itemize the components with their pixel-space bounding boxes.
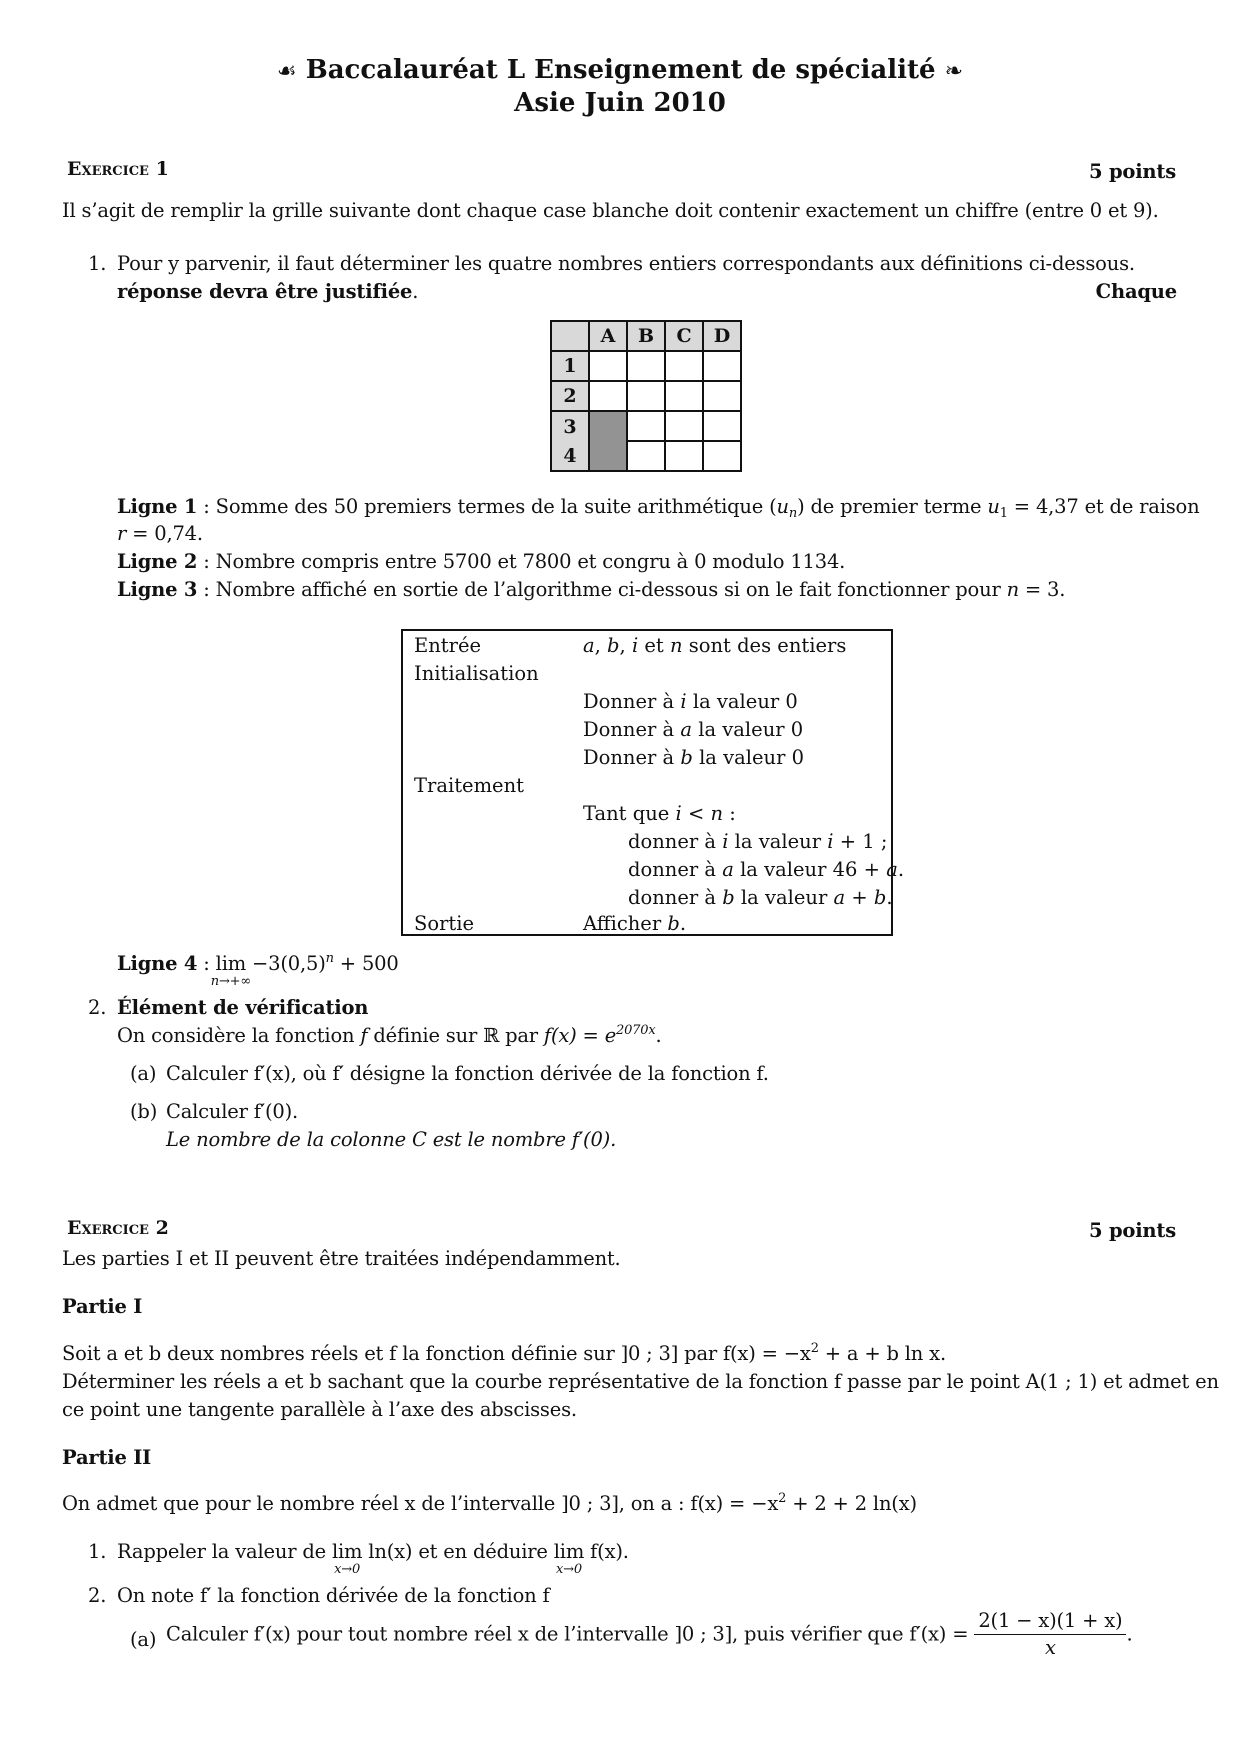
exponent: 2070x [616,1023,656,1038]
grid-cell-A4-shaded [589,441,627,471]
q1-text: Rappeler la valeur de [117,1540,332,1563]
grid-cell-D1[interactable] [703,351,741,381]
ornament-right-icon: ❧ [944,59,964,84]
lim-text: lim [331,1540,363,1563]
grid-cell-D3[interactable] [703,411,741,441]
ligne1-cont [117,520,203,548]
q1-text: f(x). [584,1540,629,1563]
q2-number: 2. [88,996,107,1019]
fraction-numerator: 2(1 − x)(1 + x) [974,1608,1126,1635]
grid-row-header: 3 [551,411,589,441]
q2a-label: (a) [130,1062,157,1085]
lim-text: lim [215,952,247,975]
algo-label-sortie: Sortie [414,912,475,935]
limit-operator [210,950,251,989]
q1-number: 1. [88,252,107,275]
ligne3-text: = 3. [1018,578,1066,601]
var-r: r [117,522,127,545]
partI-line3: ce point une tangente parallèle à l’axe des abscisses. [62,1398,577,1421]
grid-cell-A1[interactable] [589,351,627,381]
var-u: u [987,495,1000,518]
partII-q2a [166,1608,1132,1661]
grid-cell-A3-shaded [589,411,627,441]
q2-intro [117,1022,661,1050]
grid-col-header: B [627,321,665,351]
grid-corner [551,321,589,351]
limit-operator [331,1538,363,1577]
algo-step: Afficher b. [583,912,687,935]
grid-cell-B4[interactable] [627,441,665,471]
grid-row-header: 1 [551,351,589,381]
limit-operator [553,1538,585,1577]
sub-n: n [788,506,798,521]
algorithm-box [401,629,905,936]
partII-text: + 2 + 2 ln(x) [786,1492,917,1515]
q2-intro-text: définie sur ℝ par [367,1024,544,1047]
grid-row-header: 4 [551,441,589,471]
crossword-grid [550,320,742,472]
ligne1-label: Ligne 1 [117,495,198,518]
period: . [412,280,419,303]
partI-title: Partie I [62,1295,143,1318]
partI-line2: Déterminer les réels a et b sachant que la courbe représentative de la fonction f passe par le point A(1 ; 1) et admet en [62,1370,1219,1393]
ligne1-text: : Somme des 50 premiers termes de la suite arithmétique ( [197,495,777,518]
ligne2 [117,548,845,576]
exercise1-intro: Il s’agit de remplir la grille suivante dont chaque case blanche doit contenir exactement un chiffre (entre 0 et 9). [62,199,1159,222]
exponent: 2 [810,1341,819,1356]
q2a-text: Calculer f′(x), où f′ désigne la fonction dérivée de la fonction f. [166,1062,769,1085]
ornament-left-icon: ☙ [276,59,297,84]
partII-intro [62,1490,917,1518]
partI-text: + a + b ln x. [818,1342,946,1365]
ligne4-label: Ligne 4 [117,952,198,975]
exercise2-label: Exercice 2 [67,1217,169,1239]
algo-step: donner à a la valeur 46 + a. [628,858,905,881]
lim-sub: x→0 [556,1562,582,1577]
ligne1-text: = 4,37 et de raison [1007,495,1200,518]
algo-entree-text: a, b, i et n sont des entiers [583,634,847,657]
exponent: 2 [778,1491,787,1506]
algo-label-init: Initialisation [414,662,539,685]
document-title [0,54,1240,88]
q1-bold-start: Chaque [1095,280,1177,303]
grid-cell-D2[interactable] [703,381,741,411]
algo-step: Donner à a la valeur 0 [583,718,804,741]
ligne3 [117,576,1065,604]
ligne2-label: Ligne 2 [117,550,198,573]
var-u: u [776,495,789,518]
q1-text-body: Pour y parvenir, il faut déterminer les quatre nombres entiers correspondants aux définitions ci-dessous. [117,252,1135,275]
grid-cell-B1[interactable] [627,351,665,381]
partI-line1 [62,1340,946,1368]
algo-label-traitement: Traitement [414,774,524,797]
q1-text-line2 [117,278,418,306]
partII-q2a-label: (a) [130,1628,157,1651]
var-f: f [360,1024,368,1047]
ligne4-expr: + 500 [333,952,399,975]
var-n: n [1006,578,1019,601]
q1-text: ln(x) et en déduire [362,1540,554,1563]
grid-cell-A2[interactable] [589,381,627,411]
grid-cell-C2[interactable] [665,381,703,411]
fraction-denominator: x [1045,1636,1056,1659]
ligne3-label: Ligne 3 [117,578,198,601]
lim-text: lim [553,1540,585,1563]
period: . [1126,1622,1133,1646]
ligne1-text: = 0,74. [126,522,203,545]
grid-col-header: D [703,321,741,351]
document-subtitle: Asie Juin 2010 [514,88,726,118]
partII-q1-number: 1. [88,1540,107,1563]
exercise2-intro: Les parties I et II peuvent être traitées indépendamment. [62,1247,621,1270]
partII-title: Partie II [62,1446,152,1469]
lim-sub: n→+∞ [210,974,251,989]
q1-bold-line2: réponse devra être justifiée [117,280,413,303]
q2-intro-text: On considère la fonction [117,1024,361,1047]
partI-text: Soit a et b deux nombres réels et f la fonction définie sur ]0 ; 3] par f(x) = −x [62,1342,811,1365]
algo-step: Donner à i la valeur 0 [583,690,798,713]
period: . [655,1024,662,1047]
q2a-text: Calculer f′(x) pour tout nombre réel x de l’intervalle ]0 ; 3], puis vérifier que f′(x) = [166,1622,975,1646]
colon: : [197,952,216,975]
ligne4-expr: −3(0,5) [246,952,326,975]
sub-1: 1 [999,506,1008,521]
exercise1-label: Exercice 1 [67,158,169,180]
q2b-note: Le nombre de la colonne C est le nombre f′(0). [166,1128,617,1151]
algo-step: donner à b la valeur a + b. [628,886,893,909]
algo-step: Tant que i < n : [583,802,736,825]
algo-label-entree: Entrée [414,634,482,657]
grid-col-header: A [589,321,627,351]
grid-row-header: 2 [551,381,589,411]
grid-cell-C3[interactable] [665,411,703,441]
ligne4 [117,950,399,989]
title-line1: Baccalauréat L Enseignement de spécialité [305,55,936,85]
q2-title: Élément de vérification [117,996,369,1019]
partII-q1 [117,1538,629,1577]
fraction [974,1608,1126,1661]
ligne1-text: ) de premier terme [797,495,988,518]
lim-sub: x→0 [334,1562,361,1577]
exponent: n [325,951,334,966]
grid-cell-D4[interactable] [703,441,741,471]
grid-cell-C1[interactable] [665,351,703,381]
grid-cell-C4[interactable] [665,441,703,471]
exercise2-points: 5 points [1089,1219,1176,1242]
ligne3-text: : Nombre affiché en sortie de l’algorithme ci-dessous si on le fait fonctionner pour [197,578,1007,601]
algo-step: Donner à b la valeur 0 [583,746,805,769]
grid-cell-B2[interactable] [627,381,665,411]
partII-q2-number: 2. [88,1584,107,1607]
grid-cell-B3[interactable] [627,411,665,441]
algo-step: donner à i la valeur i + 1 ; [628,830,888,853]
ligne2-text: : Nombre compris entre 5700 et 7800 et congru à 0 modulo 1134. [197,550,846,573]
q2b-text: Calculer f′(0). [166,1100,299,1123]
q2b-label: (b) [130,1100,158,1123]
exercise1-points: 5 points [1089,160,1176,183]
grid-col-header: C [665,321,703,351]
formula: f(x) = e [543,1024,617,1047]
ligne1 [117,493,1200,521]
partII-q2-text: On note f′ la fonction dérivée de la fonction f [117,1584,550,1607]
partII-text: On admet que pour le nombre réel x de l’intervalle ]0 ; 3], on a : f(x) = −x [62,1492,779,1515]
